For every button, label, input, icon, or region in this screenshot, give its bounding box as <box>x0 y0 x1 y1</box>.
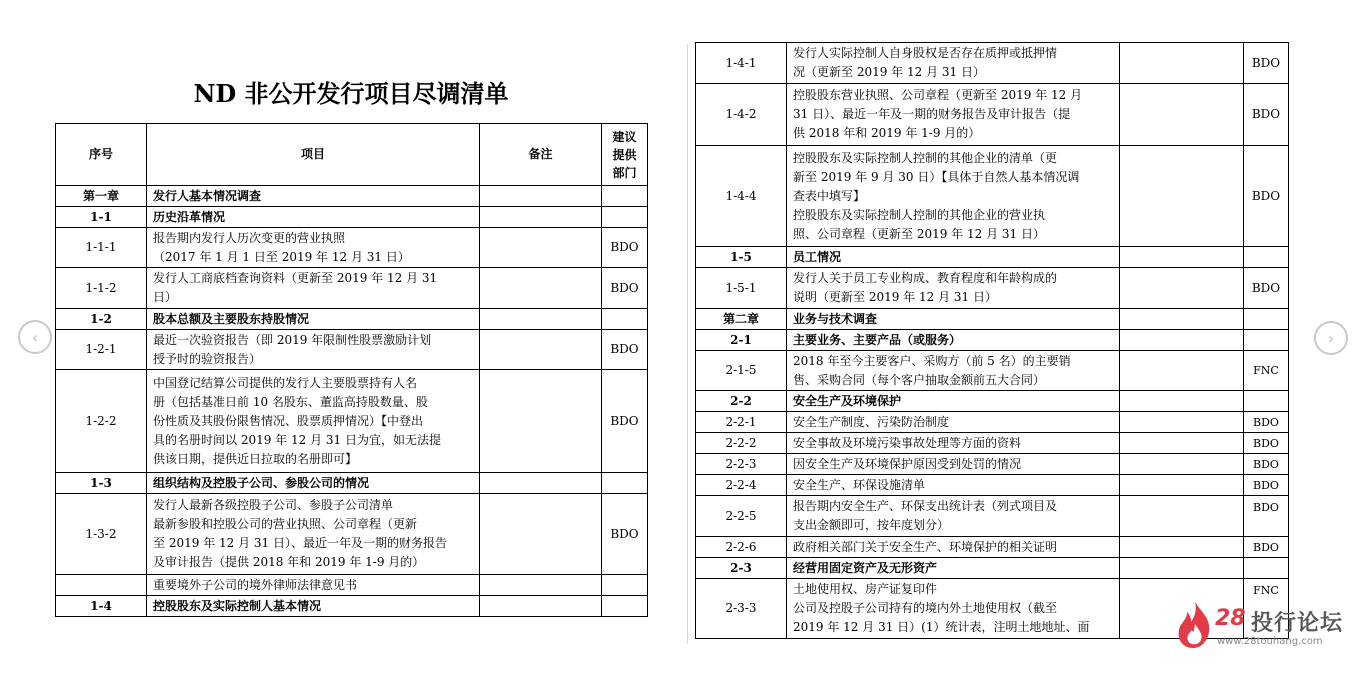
row-dept: FNC <box>1244 579 1289 639</box>
item-line: 查表中填写】 <box>793 188 866 203</box>
item-line: 控股股东营业执照、公司章程（更新至 2019 年 12 月 <box>793 88 1083 102</box>
page-divider <box>687 44 688 644</box>
row-dept: BDO <box>602 268 648 309</box>
row-seq: 1-3-2 <box>56 494 147 575</box>
section-title: 股本总额及主要股东持股情况 <box>147 309 480 330</box>
section-row <box>56 309 648 330</box>
section-seq: 1-4 <box>56 596 147 617</box>
item-line: 说明（更新至 2019 年 12 月 31 日） <box>793 290 997 304</box>
row-item <box>787 351 1120 391</box>
item-line: 控股股东及实际控制人控制的其他企业的营业执 <box>793 207 1046 222</box>
table-header-row <box>56 124 648 186</box>
prev-page-button[interactable] <box>18 320 52 354</box>
row-item <box>787 84 1120 146</box>
header-seq: 序号 <box>56 124 147 186</box>
item-line: 控股股东及实际控制人控制的其他企业的清单（更 <box>793 150 1058 165</box>
item-line: 及审计报告（提供 2018 年和 2019 年 1-9 月的） <box>153 555 425 569</box>
section-title: 经营用固定资产及无形资产 <box>787 558 1120 579</box>
checklist-table-left <box>55 123 648 617</box>
row-seq: 2-2-6 <box>696 537 787 558</box>
row-seq: 1-2-1 <box>56 330 147 370</box>
row-dept: BDO <box>1244 146 1289 247</box>
row-item: 重要境外子公司的境外律师法律意见书 <box>147 575 480 596</box>
chevron-right-icon: › <box>1327 328 1335 348</box>
item-line: 日） <box>153 290 178 304</box>
section-title: 员工情况 <box>787 247 1120 268</box>
row-dept: FNC <box>1244 351 1289 391</box>
row-dept: BDO <box>1244 412 1289 433</box>
document-page-right <box>694 0 1366 674</box>
chevron-left-icon: ‹ <box>31 327 39 347</box>
table-row <box>56 228 648 268</box>
section-title: 安全生产及环境保护 <box>787 391 1120 412</box>
header-remark: 备注 <box>480 124 602 186</box>
section-row <box>696 558 1289 579</box>
row-dept: BDO <box>602 228 648 268</box>
section-title: 历史沿革情况 <box>147 207 480 228</box>
watermark-text: 投行论坛 <box>1251 611 1344 636</box>
row-seq: 1-1-2 <box>56 268 147 309</box>
table-row <box>696 496 1289 537</box>
section-seq: 1-5 <box>696 247 787 268</box>
item-line: 售、采购合同（每个客户抽取金额前五大合同） <box>793 372 1046 387</box>
item-line: 供 2018 年和 2019 年 1-9 月的） <box>793 126 981 140</box>
section-row <box>56 207 648 228</box>
row-dept: BDO <box>602 330 648 370</box>
row-dept: BDO <box>1244 496 1289 537</box>
header-dept-line: 建议 <box>612 129 637 144</box>
table-row <box>56 268 648 309</box>
row-item: 政府相关部门关于安全生产、环境保护的相关证明 <box>787 537 1120 558</box>
item-line: 最近一次验资报告（即 2019 年限制性股票激励计划 <box>153 332 432 347</box>
row-item: 安全事故及环境污染事故处理等方面的资料 <box>787 433 1120 454</box>
item-line: （2017 年 1 月 1 日至 2019 年 12 月 31 日） <box>153 249 410 264</box>
chapter-seq: 第一章 <box>56 186 147 207</box>
row-item: 安全生产制度、污染防治制度 <box>787 412 1120 433</box>
row-item <box>787 146 1120 247</box>
header-dept-line: 提供 <box>612 147 637 162</box>
section-seq: 1-3 <box>56 473 147 494</box>
header-item: 项目 <box>147 124 480 186</box>
item-line: 2019 年 12 月 31 日）(1）统计表，注明土地地址、面 <box>793 620 1090 634</box>
table-row <box>696 475 1289 496</box>
item-line: 至 2019 年 12 月 31 日）、最近一年及一期的财务报告 <box>153 536 447 550</box>
table-row <box>696 537 1289 558</box>
chapter-title: 发行人基本情况调查 <box>147 186 480 207</box>
row-seq: 2-2-5 <box>696 496 787 537</box>
chapter-seq: 第二章 <box>696 309 787 330</box>
table-row <box>696 84 1289 146</box>
row-item <box>787 496 1120 537</box>
table-row <box>56 494 648 575</box>
table-row <box>696 146 1289 247</box>
row-item <box>787 43 1120 84</box>
row-dept: BDO <box>1244 537 1289 558</box>
row-seq: 2-3-3 <box>696 579 787 639</box>
section-row <box>696 330 1289 351</box>
table-row <box>56 330 648 370</box>
row-item <box>787 268 1120 309</box>
item-line: 最新参股和控股公司的营业执照、公司章程（更新 <box>153 517 418 531</box>
table-row <box>696 351 1289 391</box>
chapter-row <box>56 186 648 207</box>
table-row <box>696 268 1289 309</box>
table-row <box>696 454 1289 475</box>
item-line: 发行人工商底档查询资料（更新至 2019 年 12 月 31 <box>153 271 438 285</box>
section-seq: 1-1 <box>56 207 147 228</box>
section-row <box>56 473 648 494</box>
next-page-button[interactable] <box>1314 321 1348 355</box>
row-item <box>147 330 480 370</box>
checklist-table-right <box>695 42 1289 639</box>
row-item: 因安全生产及环境保护原因受到处罚的情况 <box>787 454 1120 475</box>
row-seq: 1-4-1 <box>696 43 787 84</box>
row-dept: BDO <box>1244 43 1289 84</box>
item-line: 土地使用权、房产证复印件 <box>793 582 938 596</box>
section-row <box>56 596 648 617</box>
row-dept: BDO <box>602 494 648 575</box>
row-seq: 2-2-3 <box>696 454 787 475</box>
row-item <box>147 370 480 473</box>
section-title: 主要业务、主要产品（或服务） <box>787 330 1120 351</box>
item-line: 支出金额即可，按年度划分） <box>793 518 950 532</box>
item-line: 中国登记结算公司提供的发行人主要股票持有人名 <box>153 375 418 390</box>
section-seq: 1-2 <box>56 309 147 330</box>
row-item <box>787 579 1120 639</box>
item-line: 报告期内安全生产、环保支出统计表（列式项目及 <box>793 499 1058 513</box>
item-line: 册（包括基准日前 10 名股东、董监高持股数量、股 <box>153 394 428 409</box>
item-line: 公司及控股子公司持有的境内外土地使用权（截至 <box>793 601 1058 615</box>
row-seq: 1-2-2 <box>56 370 147 473</box>
item-line: 具的名册时间以 2019 年 12 月 31 日为宜，如无法提 <box>153 432 441 447</box>
item-line: 况（更新至 2019 年 12 月 31 日） <box>793 65 985 79</box>
item-line: 报告期内发行人历次变更的营业执照 <box>153 230 346 245</box>
item-line: 发行人关于员工专业构成、教育程度和年龄构成的 <box>793 271 1058 285</box>
row-item <box>147 228 480 268</box>
row-item <box>147 268 480 309</box>
row-dept: BDO <box>1244 433 1289 454</box>
table-row <box>56 575 648 596</box>
section-seq: 2-3 <box>696 558 787 579</box>
item-line: 供该日期，提供近日拉取的名册即可】 <box>153 451 358 466</box>
section-title: 组织结构及控股子公司、参股公司的情况 <box>147 473 480 494</box>
site-watermark <box>1175 598 1355 656</box>
row-seq: 1-4-4 <box>696 146 787 247</box>
item-line: 发行人最新各级控股子公司、参股子公司清单 <box>153 498 394 512</box>
row-dept: BDO <box>1244 454 1289 475</box>
watermark-url: www.28touhang.com <box>1217 636 1323 647</box>
row-seq: 1-5-1 <box>696 268 787 309</box>
section-row <box>696 247 1289 268</box>
document-title: ND 非公开发行项目尽调清单 <box>193 79 509 108</box>
row-seq: 2-2-1 <box>696 412 787 433</box>
row-seq: 1-4-2 <box>696 84 787 146</box>
row-item: 安全生产、环保设施清单 <box>787 475 1120 496</box>
chapter-title: 业务与技术调查 <box>787 309 1120 330</box>
item-line: 发行人实际控制人自身股权是否存在质押或抵押情 <box>793 46 1058 60</box>
item-line: 授予时的验资报告） <box>153 351 262 366</box>
item-line: 新至 2019 年 9 月 30 日）【具体于自然人基本情况调 <box>793 169 1080 184</box>
table-row <box>56 370 648 473</box>
item-line: 31 日）、最近一年及一期的财务报告及审计报告（提 <box>793 107 1071 121</box>
row-seq: 2-2-2 <box>696 433 787 454</box>
table-row <box>696 433 1289 454</box>
row-dept: BDO <box>1244 84 1289 146</box>
item-line: 照、公司章程（更新至 2019 年 12 月 31 日） <box>793 226 1045 241</box>
item-line: 2018 年至今主要客户、采购方（前 5 名）的主要销 <box>793 353 1071 368</box>
section-seq: 2-1 <box>696 330 787 351</box>
header-dept <box>602 124 648 186</box>
item-line: 份性质及其股份限售情况、股票质押情况）【中登出 <box>153 413 424 428</box>
section-seq: 2-2 <box>696 391 787 412</box>
chapter-row <box>696 309 1289 330</box>
header-dept-line: 部门 <box>612 165 637 180</box>
row-seq: 1-1-1 <box>56 228 147 268</box>
table-row <box>696 43 1289 84</box>
row-item <box>147 494 480 575</box>
watermark-number: 28 <box>1215 606 1246 631</box>
section-row <box>696 391 1289 412</box>
flame-icon <box>1175 600 1215 650</box>
row-dept: BDO <box>1244 475 1289 496</box>
row-dept: BDO <box>602 370 648 473</box>
row-seq: 2-2-4 <box>696 475 787 496</box>
section-title: 控股股东及实际控制人基本情况 <box>147 596 480 617</box>
row-dept: BDO <box>1244 268 1289 309</box>
table-row <box>696 412 1289 433</box>
row-seq: 2-1-5 <box>696 351 787 391</box>
